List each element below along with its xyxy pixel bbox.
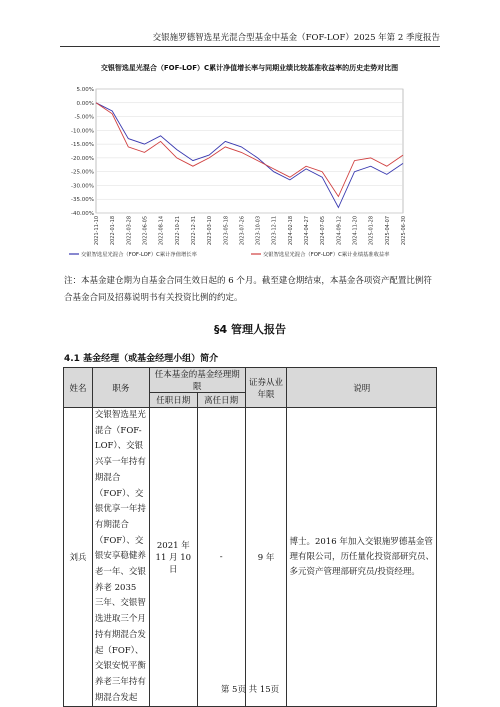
table-row [64, 408, 437, 707]
x-tick-label: 2024-11-20 [352, 216, 359, 246]
section-title: §4 管理人报告 [214, 323, 286, 336]
x-tick-label: 2022-10-21 [174, 216, 181, 246]
manager-years: 9 年 [245, 408, 287, 707]
header-end-date: 离任日期 [197, 393, 245, 408]
header-name: 姓名 [64, 368, 93, 408]
x-tick-label: 2023-07-26 [239, 216, 246, 246]
y-tick-label: -15.00% [71, 142, 94, 149]
header-term: 任本基金的基金经理期限 [149, 368, 245, 393]
y-tick-label: 5.00% [76, 87, 94, 93]
x-tick-label: 2024-09-12 [336, 216, 343, 246]
x-tick-label: 2023-12-11 [271, 216, 278, 246]
header-start-date: 任职日期 [149, 393, 197, 408]
y-tick-label: -35.00% [71, 197, 94, 204]
manager-name: 刘兵 [64, 408, 93, 707]
x-tick-label: 2025-06-30 [401, 216, 407, 246]
x-tick-label: 2023-05-18 [223, 216, 230, 246]
chart-canvas [63, 63, 436, 262]
x-tick-label: 2024-04-27 [304, 216, 311, 246]
x-tick-label: 2022-06-05 [142, 216, 149, 246]
subsection-title: 4.1 基金经理（或基金经理小组）简介 [64, 354, 219, 364]
x-tick-label: 2022-12-31 [190, 216, 197, 246]
y-tick-label: 0.00% [76, 100, 94, 107]
x-tick-label: 2022-01-18 [110, 216, 117, 246]
header-duty: 职务 [92, 368, 149, 408]
x-tick-label: 2023-03-10 [207, 216, 214, 246]
y-tick-label: -5.00% [74, 114, 94, 121]
x-tick-label: 2024-07-05 [320, 216, 327, 246]
x-tick-label: 2021-11-10 [94, 216, 100, 246]
x-tick-label: 2022-03-28 [126, 216, 133, 246]
y-tick-label: -10.00% [71, 128, 94, 135]
page-footer: 第 5页 共 15页 [220, 685, 280, 695]
y-tick-label: -20.00% [71, 155, 94, 162]
x-tick-label: 2025-04-07 [384, 216, 391, 246]
y-tick-label: -30.00% [71, 183, 94, 190]
series-nav-line [96, 103, 403, 208]
page-header: 交银施罗德智选星光混合型基金中基金（FOF-LOF）2025 年第 2 季度报告 [60, 30, 440, 47]
performance-chart [63, 63, 436, 262]
x-tick-label: 2022-08-14 [158, 216, 165, 246]
y-tick-label: -25.00% [71, 169, 94, 176]
manager-start-date: 2021 年 11 月 10 日 [149, 408, 197, 707]
manager-duties: 交银智选星光混合（FOF-LOF）、交银兴享一年持有期混合（FOF）、交银优享一年持有期混合（FOF）、交银安享稳健养老一年、交银养老 2035 三年、交银智选进取三个月持有期混合发起（FOF）、交银安悦平衡养老三年持有期混合发起 [92, 408, 149, 707]
x-tick-label: 2023-10-03 [255, 216, 262, 246]
header-desc: 说明 [287, 368, 437, 408]
legend-label: 交银智选星光混合（FOF-LOF）C累计业绩基准收益率 [263, 252, 390, 258]
x-tick-label: 2024-02-18 [287, 216, 294, 246]
y-tick-label: -40.00% [71, 211, 94, 217]
plot-frame [96, 89, 403, 213]
legend-label: 交银智选星光混合（FOF-LOF）C累计净值增长率 [81, 252, 197, 258]
chart-title: 交银智选星光混合（FOF-LOF）C累计净值增长率与同期业绩比较基准收益率的历史走势对比图 [100, 64, 399, 72]
series-benchmark-line [96, 103, 403, 197]
x-tick-label: 2025-01-28 [368, 216, 375, 246]
manager-desc: 博士。2016 年加入交银施罗德基金管理有限公司，历任量化投资部研究员、多元资产管理部研究员/投资经理。 [287, 408, 437, 707]
chart-note: 注：本基金建仓期为自基金合同生效日起的 6 个月。截至建仓期结束，本基金各项资产配置比例符合基金合同及招募说明书有关投资比例的约定。 [64, 276, 432, 303]
manager-table [63, 367, 437, 707]
header-years: 证券从业年限 [245, 368, 287, 408]
manager-end-date: - [197, 408, 245, 707]
